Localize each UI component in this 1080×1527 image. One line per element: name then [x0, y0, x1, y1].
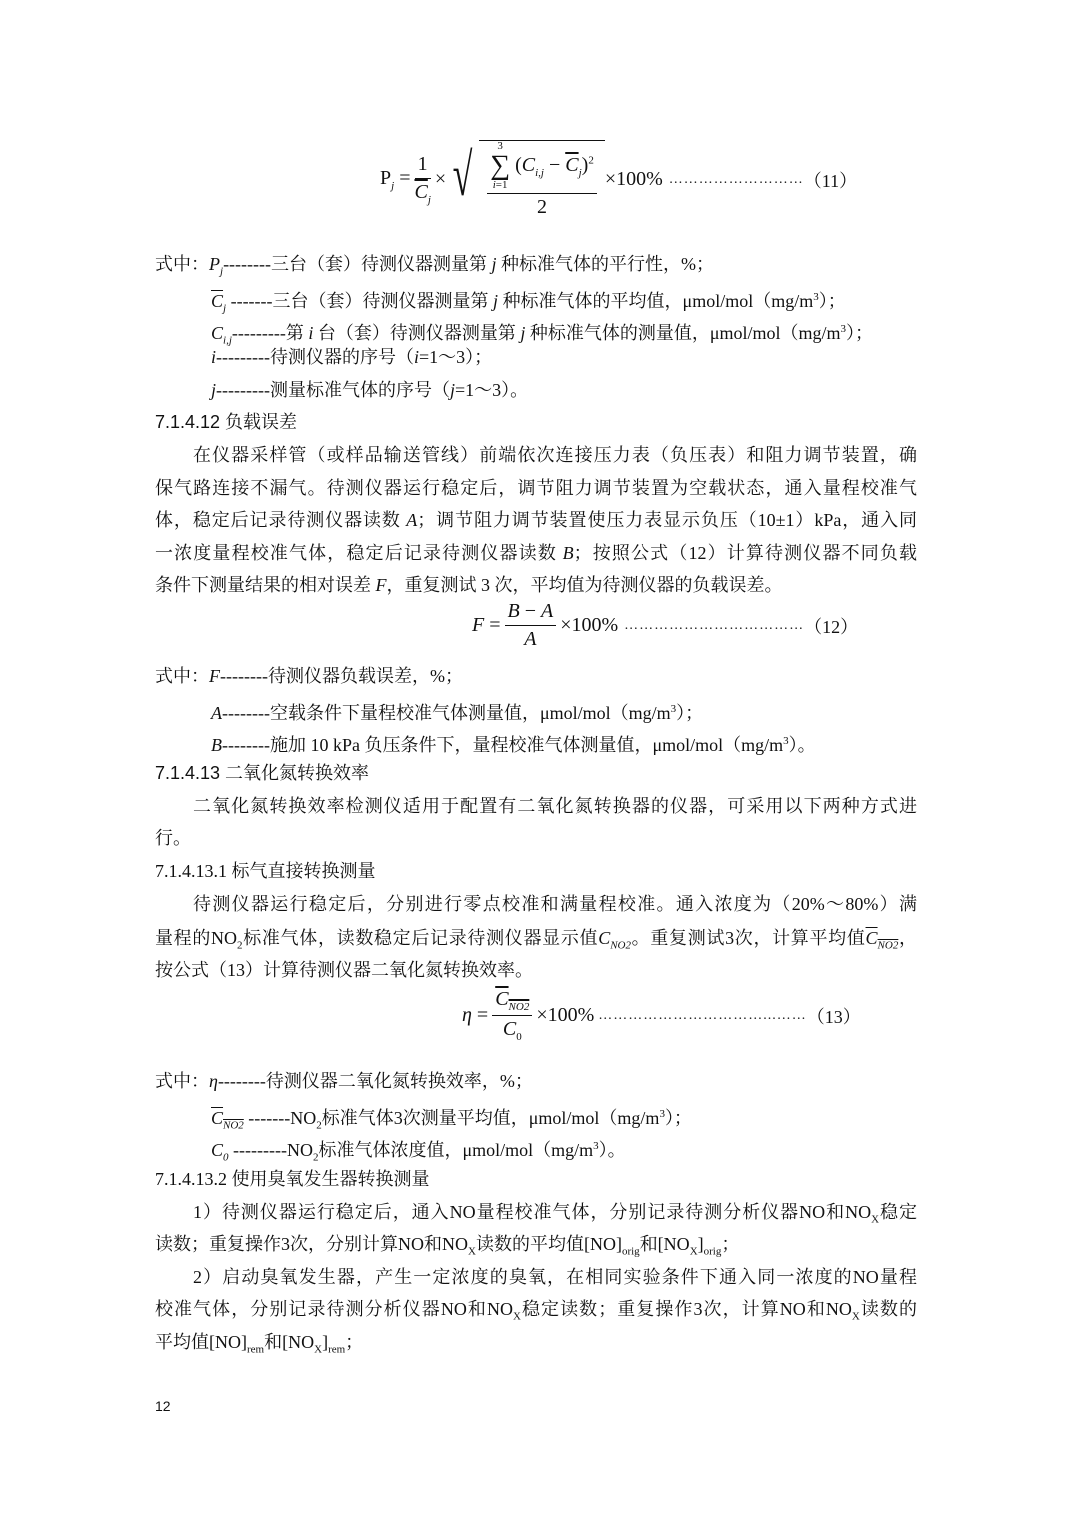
equation-number: （11） — [803, 170, 858, 191]
times-sign: × — [434, 168, 447, 190]
definition-line: $\overline{C}_j$ -------三台（套）待测仪器测量第 j 种标准气体的平均值，μmol/$mol(mg/m^3)$； — [211, 291, 846, 315]
sigma-icon: ∑ — [490, 150, 511, 181]
paragraph-line: 量程的$NO_2$标准气体，读数稳定后记录待测仪器显示值$C_{NO2}$。重复测试3次，计算平均值$C_{NO2}$， — [155, 928, 918, 952]
paragraph-line: 待测仪器运行稳定后，分别进行零点校准和满量程校准。通入浓度为（20%～80%）满 — [193, 894, 917, 914]
radical-sign: √ — [452, 142, 473, 208]
leader-dots: ……………………………...…… — [598, 1007, 807, 1023]
paragraph-line: 按公式（13）计算待测仪器二氧化氮转换效率。 — [155, 960, 533, 980]
section-heading: 7.1.4.13.2 使用臭氧发生器转换测量 — [155, 1169, 430, 1189]
sum-upper: 3 — [497, 140, 503, 152]
equation-number: （13） — [806, 1006, 861, 1027]
numerator: $C_{NO2}$ — [492, 988, 532, 1016]
numerator: 1 — [415, 153, 431, 179]
fraction — [487, 141, 597, 219]
denominator: A — [524, 628, 537, 650]
fraction — [414, 153, 430, 206]
section-heading: 7.1.4.13 二氧化氮转换效率 — [155, 763, 370, 783]
radicand — [479, 140, 605, 219]
denominator: 2 — [536, 196, 547, 218]
definition-line: $C_0$ $---------NO_2$标准气体浓度值，μmol/$mol(mg/m^3)$。 — [211, 1140, 626, 1164]
numerator — [487, 141, 597, 194]
formula-tail: ×100% — [560, 614, 619, 636]
paragraph-line: 2）启动臭氧发生器，产生一定浓度的臭氧，在相同实验条件下通入同一浓度的NO量程 — [193, 1267, 917, 1287]
paragraph-line: 在仪器采样管（或样品输送管线）前端依次连接压力表（负压表）和阻力调节装置，确 — [193, 445, 917, 465]
definition-line: $C_{i,j}---------$第 i 台（套）待测仪器测量第 j 种标准气体的测量值，μmol/$mol(mg/m^3)$； — [211, 323, 874, 347]
paragraph-line: 平均值$[NO]_{rem}$和$[NO_X]_{rem}$； — [155, 1332, 364, 1356]
definition-line: A--------空载条件下量程校准气体测量值，μmol/$mol(mg/m^3)$； — [211, 703, 704, 723]
equation-number: （12） — [804, 616, 859, 637]
formula-13 — [462, 988, 861, 1043]
paragraph-line: 保气路连接不漏气。待测仪器运行稳定后，调节阻力调节装置为空载状态，通入量程校准气 — [155, 478, 917, 498]
paragraph-line: 行。 — [155, 828, 191, 848]
sum-lower: i=1 — [492, 179, 508, 191]
denominator: $C_0$ — [502, 1018, 522, 1043]
denominator: $\overline{C}_j$ — [414, 181, 431, 206]
definition-line: j---------测量标准气体的序号（j=1～3）。 — [211, 380, 529, 400]
formula-tail: ×100% — [536, 1004, 595, 1026]
fraction — [505, 600, 557, 651]
formula-11 — [380, 140, 857, 219]
formula-tail: ×100% — [604, 168, 663, 190]
paragraph-line: 1）待测仪器运行稳定后，通入NO量程校准气体，分别记录待测分析仪器NO和$NO_X$稳定 — [193, 1202, 917, 1226]
definition-line: i---------待测仪器的序号（i=1～3）； — [211, 347, 493, 367]
formula-lhs: $P_j$ = — [380, 167, 411, 192]
formula-12 — [472, 600, 858, 651]
paragraph-line: 体，稳定后记录待测仪器读数 A；调节阻力调节装置使压力表显示负压（10±1）kPa，通入同 — [155, 510, 917, 530]
paragraph-line: 二氧化氮转换效率检测仪适用于配置有二氧化氮转换器的仪器，可采用以下两种方式进 — [193, 796, 917, 816]
sum-body: $(C_{i,j} - \overline{C}_j)^2$ — [515, 153, 594, 179]
fraction — [492, 988, 532, 1043]
definition-line: 式中：$P_j--------$三台（套）待测仪器测量第 j 种标准气体的平行性，%； — [155, 254, 715, 278]
numerator: B − A — [505, 600, 557, 626]
page-number: 12 — [155, 1398, 171, 1414]
paragraph-line: 一浓度量程校准气体，稳定后记录待测仪器读数 B；按照公式（12）计算待测仪器不同负载 — [155, 543, 918, 563]
summation — [490, 141, 510, 191]
paragraph-line: 条件下测量结果的相对误差 F，重复测试 3 次，平均值为待测仪器的负载误差。 — [155, 575, 783, 595]
definition-line: 式中：η--------待测仪器二氧化氮转换效率，%； — [155, 1071, 533, 1091]
definition-line: 式中：F--------待测仪器负载误差，%； — [155, 666, 463, 686]
formula-lhs: F = — [472, 614, 501, 636]
leader-dots: ……………………… — [668, 171, 804, 187]
definition-line: B--------施加 10 kPa 负压条件下，量程校准气体测量值，μmol/$mol(mg/m^3)$。 — [211, 735, 816, 755]
definition-line: $C_{NO2}$ $-------NO_2$标准气体3次测量平均值，μmol/$mol(mg/m^3)$； — [211, 1108, 692, 1132]
section-heading: 7.1.4.13.1 标气直接转换测量 — [155, 861, 376, 881]
leader-dots: ……………………………… — [624, 617, 805, 633]
formula-lhs: η = — [462, 1004, 489, 1026]
paragraph-line: 校准气体，分别记录待测分析仪器NO和$NO_X$稳定读数；重复操作3次，计算NO和$NO_X$读数的 — [155, 1299, 918, 1323]
paragraph-line: 读数；重复操作3次，分别计算NO和$NO_X$读数的平均值$[NO]_{orig}$和$[NO_X]_{orig}$； — [155, 1234, 740, 1258]
square-root — [446, 140, 605, 219]
section-heading: 7.1.4.12 负载误差 — [155, 412, 298, 432]
